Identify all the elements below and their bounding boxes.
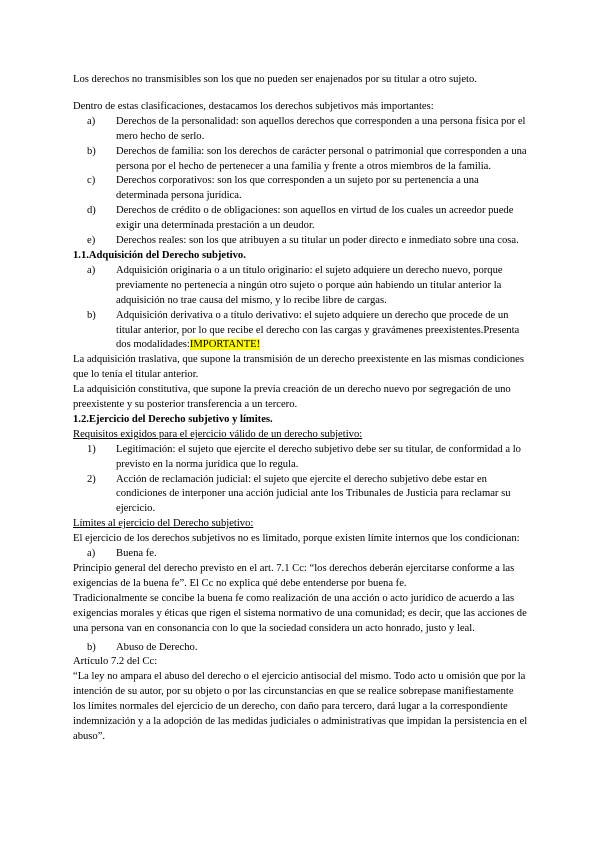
- quote-paragraph: “La ley no ampara el abuso del derecho o el ejercicio antisocial del mismo. Todo acto u omisión que por la intención de su autor, por su objeto o por las circunstancias en que se realice sobrepase manifiestamente los límites normales del ejercicio de un derecho, con daño para tercero, dará lugar a la correspondiente indemnización y a la adopción de las medidas judiciales o administrativas que impidan la persistencia en el abuso”.: [73, 671, 528, 742]
- principio-paragraph: Principio general del derecho previsto en el art. 7.1 Cc: “los derechos deberán ejercitarse conforme a las exigencias de la buena fe”. El Cc no explica qué debe entenderse por buena fe.: [73, 563, 515, 589]
- limites-intro: El ejercicio de los derechos subjetivos no es limitado, porque existen límite internos que los condicionan:: [73, 533, 520, 545]
- section-heading-ejercicio: 1.2.Ejercicio del Derecho subjetivo y límites.: [73, 413, 273, 425]
- list-text: Acción de reclamación judicial: el sujeto que ejercite el derecho subjetivo debe estar en condiciones de interponer una acción judicial ante los Tribunales de Justicia para reclamar su ejercicio.: [116, 473, 511, 515]
- highlight-important: IMPORTANTE!: [189, 339, 261, 351]
- list-item: [73, 641, 528, 656]
- section-heading-adquisicion: 1.1.Adquisición del Derecho subjetivo.: [73, 249, 246, 261]
- intro-paragraph: Los derechos no transmisibles son los que no pueden ser enajenados por su titular a otro sujeto.: [73, 74, 477, 85]
- list-text: Derechos corporativos: son los que corresponden a un sujeto por su pertenencia a una determinada persona jurídica.: [116, 175, 479, 202]
- list-marker: b): [87, 145, 96, 157]
- list-marker: c): [87, 175, 96, 187]
- list-item: [73, 234, 528, 249]
- document-page: [73, 0, 528, 745]
- list-item: [73, 473, 528, 518]
- list-item: [73, 145, 528, 175]
- list-marker: a): [87, 264, 96, 276]
- list-marker: b): [87, 309, 96, 321]
- list-item: [73, 204, 528, 234]
- list-marker: 2): [87, 473, 96, 485]
- limites-title: Límites al ejercicio del Derecho subjetivo:: [73, 518, 254, 530]
- constitutiva-paragraph: La adquisición constitutiva, que supone la previa creación de un derecho nuevo por segregación de uno preexistente y su posterior transferencia a un tercero.: [73, 384, 511, 411]
- list-marker: d): [87, 205, 96, 217]
- list-item: [73, 264, 528, 309]
- list-item: [73, 174, 528, 204]
- list-text: Derechos de familia: son los derechos de carácter personal o patrimonial que corresponden a una persona por el hecho de pertenecer a una familia y frente a otros miembros de la familia.: [116, 145, 527, 172]
- traslativa-paragraph: La adquisición traslativa, que supone la transmisión de un derecho preexistente en las mismas condiciones que lo tenía el titular anterior.: [73, 354, 524, 381]
- list-text: Abuso de Derecho.: [116, 641, 198, 653]
- list-item: [73, 115, 528, 145]
- list-item: [73, 443, 528, 473]
- list-text: Derechos de crédito o de obligaciones: son aquellos en virtud de los cuales un acreedor puede exigir una determinada prestación a un deudor.: [116, 205, 514, 232]
- requisitos-title: Requisitos exigidos para el ejercicio válido de un derecho subjetivo:: [73, 428, 363, 440]
- tradicional-paragraph: Tradicionalmente se concibe la buena fe como realización de una acción o acto jurídico de acuerdo a las exigencias morales y éticas que rigen el sistema normativo de una comunidad; es decir, que las acciones de una persona van en consonancia con lo que la sociedad considera un acto honrado, justo y leal.: [73, 592, 527, 634]
- list-text: Adquisición derivativa o a título derivativo: el sujeto adquiere un derecho que procede de un titular anterior, por lo que recibe el derecho con las cargas y gravámenes preexistentes.Presenta dos modalidades:: [116, 309, 520, 351]
- list-item: [73, 547, 528, 562]
- classification-intro: Dentro de estas clasificaciones, destacamos los derechos subjetivos más importantes:: [73, 100, 434, 112]
- list-marker: 1): [87, 443, 96, 455]
- list-text: Buena fe.: [116, 548, 157, 560]
- list-text: Legitimación: el sujeto que ejercite el derecho subjetivo debe ser su titular, de conformidad a lo previsto en la norma jurídica que lo regula.: [116, 443, 521, 470]
- list-marker: b): [87, 641, 96, 653]
- list-marker: a): [87, 548, 96, 560]
- list-text: Derechos reales: son los que atribuyen a su titular un poder directo e inmediato sobre una cosa.: [116, 235, 519, 247]
- list-marker: a): [87, 115, 96, 127]
- list-text: Adquisición originaria o a un título originario: el sujeto adquiere un derecho nuevo, porque previamente no pertenecía a ningún otro sujeto o porque aún habiendo un titular anterior la adquisición no trae causa del mismo, y lo recibe libre de cargas.: [116, 264, 503, 306]
- list-marker: e): [87, 235, 96, 247]
- list-text: Derechos de la personalidad: son aquellos derechos que corresponden a una persona física por el mero hecho de serlo.: [116, 115, 526, 142]
- articulo-label: Artículo 7.2 del Cc:: [73, 656, 158, 668]
- list-item: [73, 309, 528, 354]
